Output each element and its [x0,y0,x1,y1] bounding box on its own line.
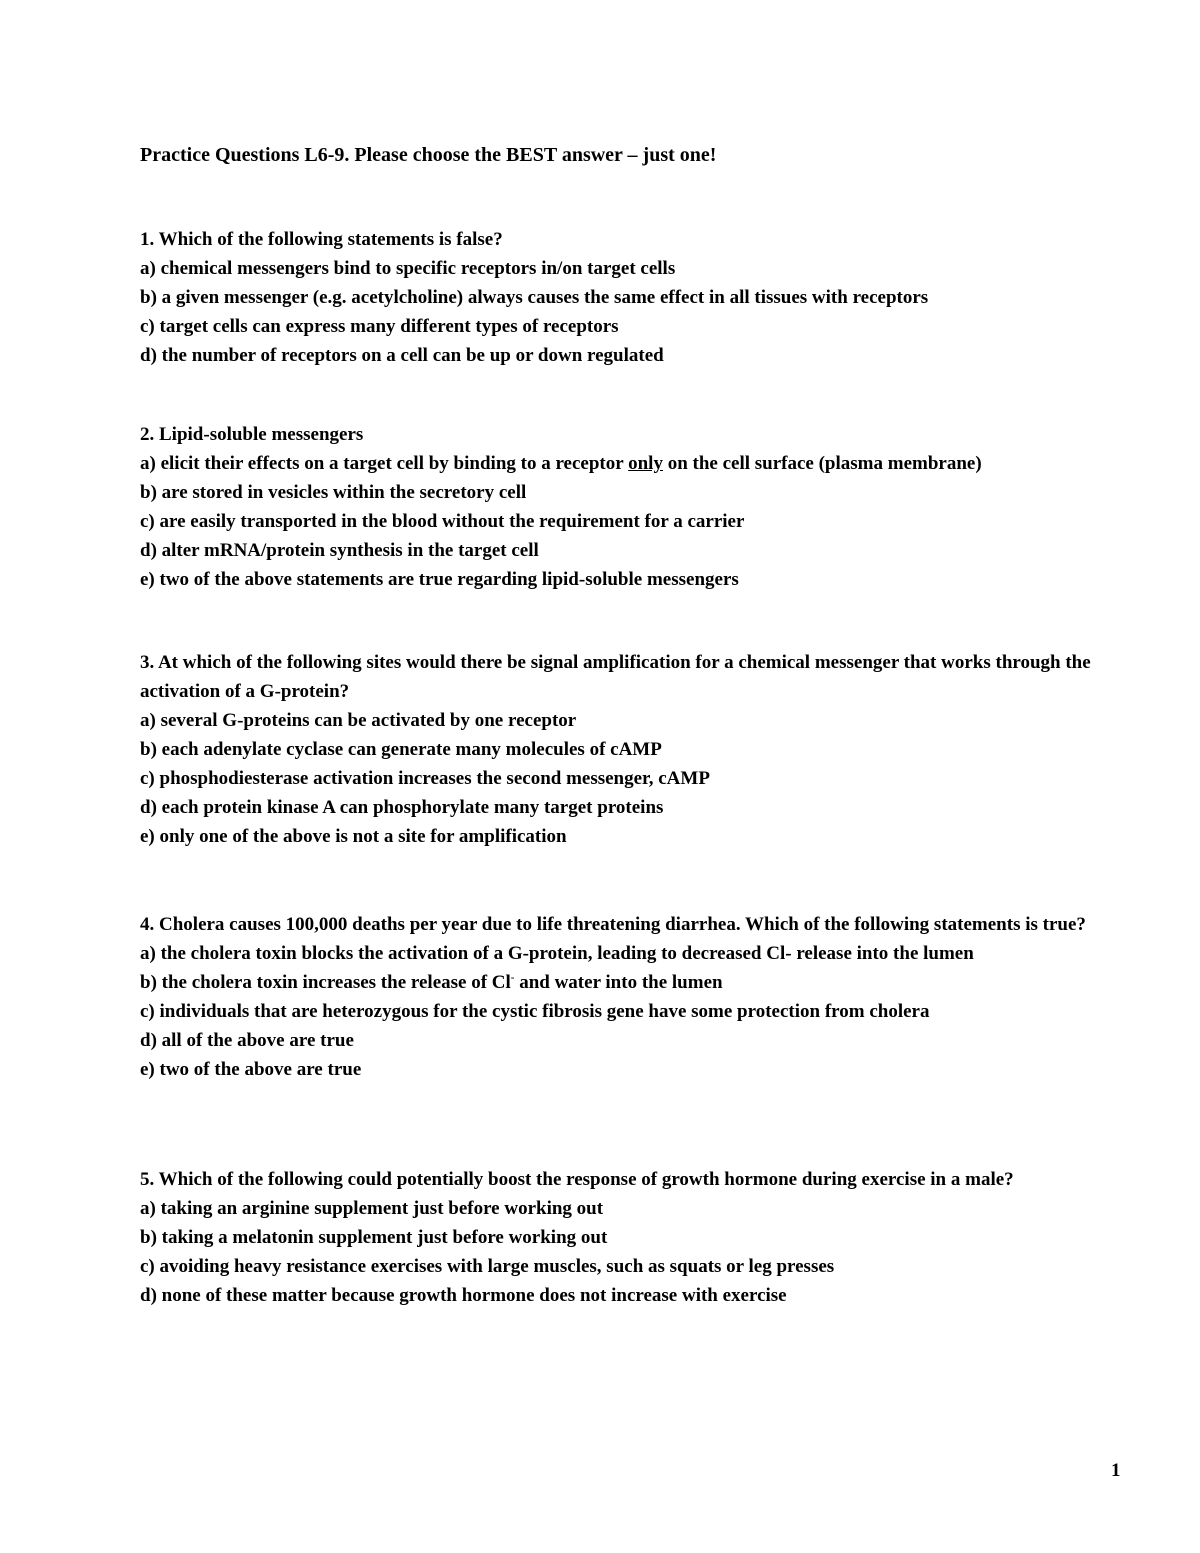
question-2 [140,420,1120,594]
question-4 [140,910,1120,1084]
answer-option-c: c) phosphodiesterase activation increases the second messenger, cAMP [140,768,710,789]
question-stem: 2. Lipid-soluble messengers [140,424,364,445]
question-5 [140,1165,1120,1310]
underlined-word: only [628,453,663,474]
answer-option-b [140,968,1120,997]
answer-option-b: b) each adenylate cyclase can generate many molecules of cAMP [140,739,662,760]
answer-option-a: a) several G-proteins can be activated by one receptor [140,710,577,731]
option-text: a) elicit their effects on a target cell by binding to a receptor [140,453,629,474]
answer-option-d: d) none of these matter because growth hormone does not increase with exercise [140,1285,787,1306]
superscript-charge: - [510,971,515,984]
answer-option-d: d) the number of receptors on a cell can be up or down regulated [140,345,664,366]
page-title: Practice Questions L6-9. Please choose the BEST answer – just one! [140,144,717,166]
question-3 [140,648,1120,851]
answer-option-a [140,449,1120,478]
answer-option-a: a) the cholera toxin blocks the activation of a G-protein, leading to decreased Cl- release into the lumen [140,943,974,964]
option-text: on the cell surface (plasma membrane) [662,453,982,474]
question-stem: 4. Cholera causes 100,000 deaths per year due to life threatening diarrhea. Which of the following statements is true? [140,914,1086,935]
answer-option-e: e) only one of the above is not a site for amplification [140,826,567,847]
option-text: and water into the lumen [514,972,723,993]
question-stem: 1. Which of the following statements is false? [140,229,503,250]
answer-option-d: d) alter mRNA/protein synthesis in the target cell [140,540,539,561]
answer-option-e: e) two of the above are true [140,1059,362,1080]
answer-option-b: b) a given messenger (e.g. acetylcholine) always causes the same effect in all tissues with receptors [140,287,929,308]
answer-option-e: e) two of the above statements are true regarding lipid-soluble messengers [140,569,739,590]
answer-option-c: c) target cells can express many different types of receptors [140,316,619,337]
question-1 [140,225,1120,370]
answer-option-c: c) individuals that are heterozygous for the cystic fibrosis gene have some protection from cholera [140,1001,930,1022]
option-text: b) the cholera toxin increases the release of Cl [140,972,511,993]
page-number: 1 [1111,1460,1121,1481]
question-stem: 3. At which of the following sites would there be signal amplification for a chemical messenger that works through the activation of a G-protein? [140,652,1091,702]
question-stem: 5. Which of the following could potentially boost the response of growth hormone during exercise in a male? [140,1169,1014,1190]
answer-option-a: a) taking an arginine supplement just before working out [140,1198,604,1219]
answer-option-a: a) chemical messengers bind to specific receptors in/on target cells [140,258,676,279]
answer-option-b: b) are stored in vesicles within the secretory cell [140,482,527,503]
answer-option-c: c) are easily transported in the blood without the requirement for a carrier [140,511,745,532]
answer-option-d: d) each protein kinase A can phosphorylate many target proteins [140,797,664,818]
answer-option-d: d) all of the above are true [140,1030,354,1051]
answer-option-c: c) avoiding heavy resistance exercises with large muscles, such as squats or leg presses [140,1256,835,1277]
answer-option-b: b) taking a melatonin supplement just before working out [140,1227,608,1248]
